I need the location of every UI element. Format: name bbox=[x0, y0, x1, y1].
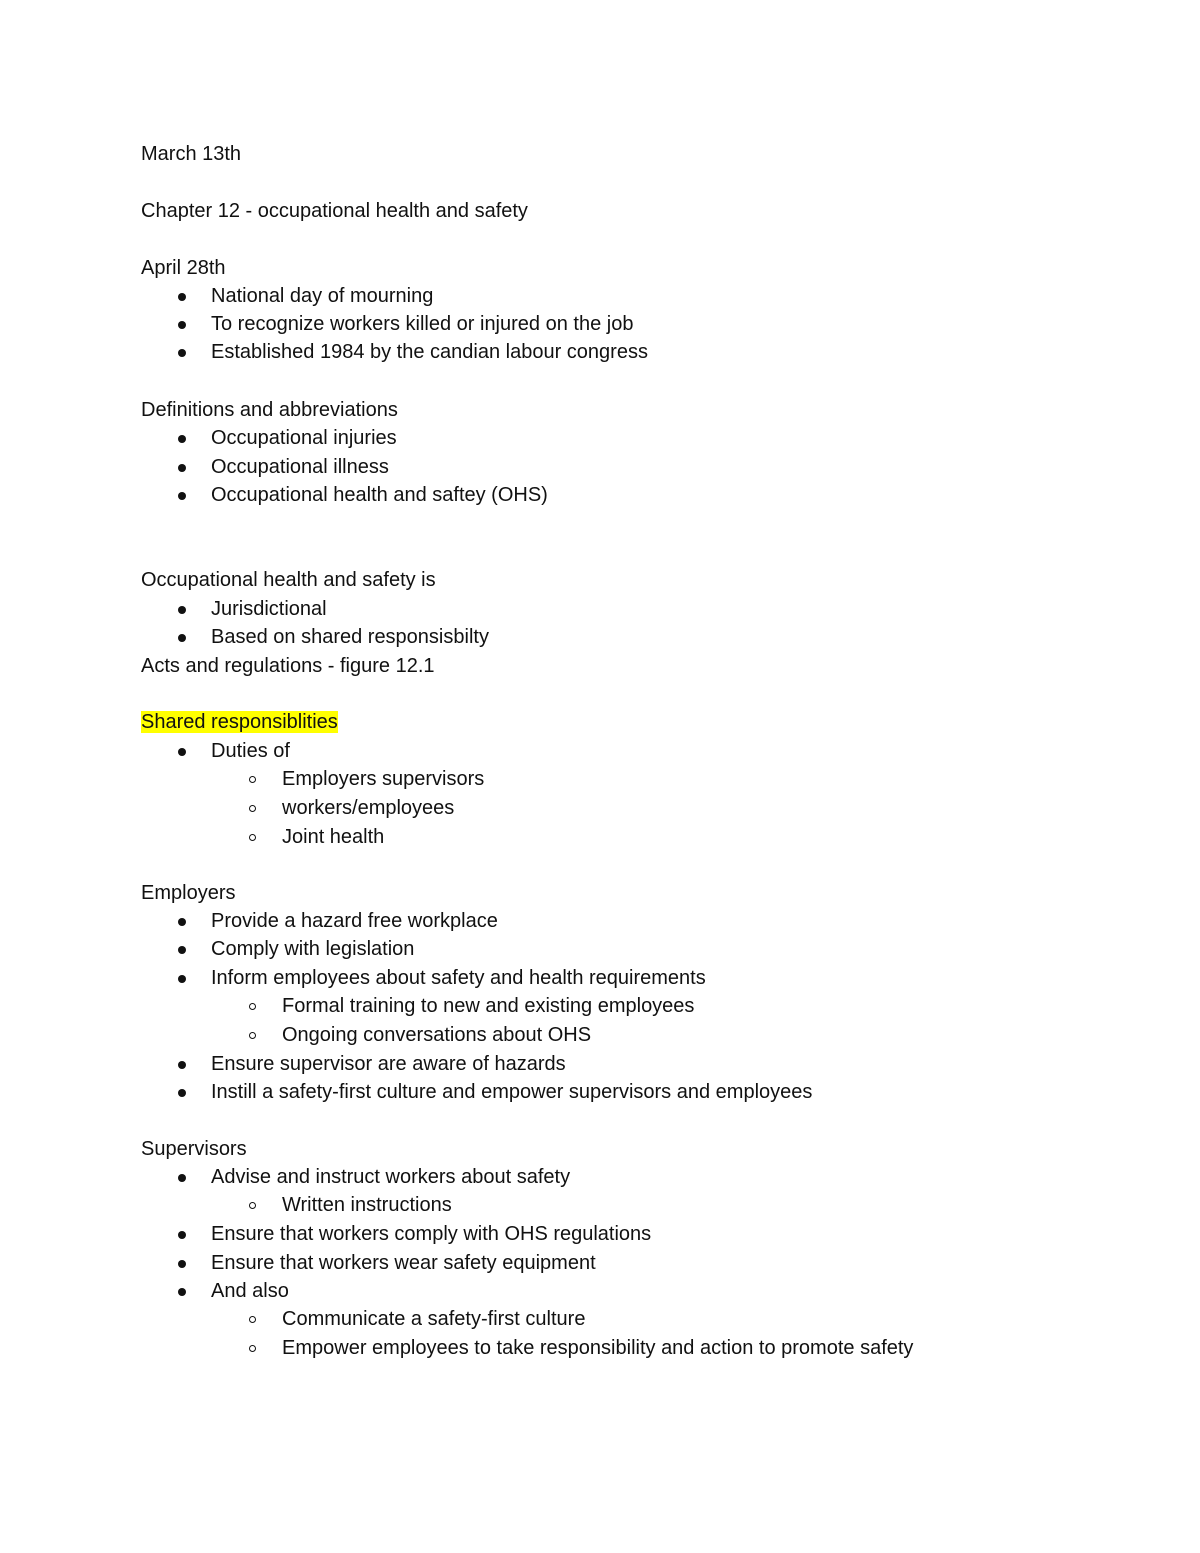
bullet-disc-icon bbox=[178, 492, 186, 500]
sub-list-item: workers/employees bbox=[282, 797, 455, 819]
bullet-disc-icon bbox=[178, 293, 186, 301]
list-item: Duties of bbox=[211, 740, 290, 762]
bullet-disc-icon bbox=[178, 1231, 186, 1239]
list-item: Based on shared responsisbilty bbox=[211, 626, 489, 648]
bullet-disc-icon bbox=[178, 1061, 186, 1069]
section-heading: April 28th bbox=[141, 257, 226, 279]
list-item: Ensure supervisor are aware of hazards bbox=[211, 1053, 566, 1075]
bullet-circle-icon bbox=[249, 834, 256, 841]
list-item: Occupational injuries bbox=[211, 427, 397, 449]
list-item: Provide a hazard free workplace bbox=[211, 910, 498, 932]
sub-list-item: Empower employees to take responsibility and action to promote safety bbox=[282, 1337, 914, 1359]
sub-list-item: Formal training to new and existing employees bbox=[282, 995, 695, 1017]
bullet-disc-icon bbox=[178, 349, 186, 357]
date-heading: March 13th bbox=[141, 143, 242, 165]
highlighted-text: Shared responsiblities bbox=[141, 711, 338, 733]
list-item: Comply with legislation bbox=[211, 938, 415, 960]
sub-list-item: Communicate a safety-first culture bbox=[282, 1308, 586, 1330]
list-item: Jurisdictional bbox=[211, 598, 327, 620]
list-item: Occupational health and saftey (OHS) bbox=[211, 484, 548, 506]
section-heading-highlighted bbox=[141, 709, 338, 735]
acts-regulations-line: Acts and regulations - figure 12.1 bbox=[141, 655, 435, 677]
bullet-disc-icon bbox=[178, 435, 186, 443]
sub-list-item: Ongoing conversations about OHS bbox=[282, 1024, 592, 1046]
list-item: And also bbox=[211, 1280, 289, 1302]
list-item: Ensure that workers comply with OHS regulations bbox=[211, 1223, 652, 1245]
bullet-disc-icon bbox=[178, 321, 186, 329]
section-heading: Definitions and abbreviations bbox=[141, 399, 398, 421]
list-item: Advise and instruct workers about safety bbox=[211, 1166, 571, 1188]
bullet-disc-icon bbox=[178, 1288, 186, 1296]
bullet-disc-icon bbox=[178, 606, 186, 614]
list-item: Ensure that workers wear safety equipment bbox=[211, 1252, 596, 1274]
list-item: Inform employees about safety and health requirements bbox=[211, 967, 706, 989]
bullet-disc-icon bbox=[178, 464, 186, 472]
section-heading: Employers bbox=[141, 882, 236, 904]
bullet-disc-icon bbox=[178, 1174, 186, 1182]
bullet-disc-icon bbox=[178, 975, 186, 983]
bullet-disc-icon bbox=[178, 1089, 186, 1097]
bullet-circle-icon bbox=[249, 776, 256, 783]
list-item: Established 1984 by the candian labour congress bbox=[211, 341, 648, 363]
section-heading: Occupational health and safety is bbox=[141, 569, 436, 591]
bullet-circle-icon bbox=[249, 1345, 256, 1352]
bullet-circle-icon bbox=[249, 1003, 256, 1010]
section-heading: Supervisors bbox=[141, 1138, 247, 1160]
chapter-title: Chapter 12 - occupational health and safety bbox=[141, 200, 528, 222]
bullet-disc-icon bbox=[178, 946, 186, 954]
bullet-circle-icon bbox=[249, 1316, 256, 1323]
bullet-circle-icon bbox=[249, 805, 256, 812]
bullet-disc-icon bbox=[178, 748, 186, 756]
sub-list-item: Joint health bbox=[282, 826, 385, 848]
sub-list-item: Employers supervisors bbox=[282, 768, 485, 790]
bullet-disc-icon bbox=[178, 1260, 186, 1268]
bullet-disc-icon bbox=[178, 918, 186, 926]
bullet-disc-icon bbox=[178, 634, 186, 642]
bullet-circle-icon bbox=[249, 1032, 256, 1039]
bullet-circle-icon bbox=[249, 1202, 256, 1209]
list-item: National day of mourning bbox=[211, 285, 434, 307]
list-item: Occupational illness bbox=[211, 456, 389, 478]
sub-list-item: Written instructions bbox=[282, 1194, 452, 1216]
list-item: Instill a safety-first culture and empower supervisors and employees bbox=[211, 1081, 813, 1103]
list-item: To recognize workers killed or injured on the job bbox=[211, 313, 634, 335]
